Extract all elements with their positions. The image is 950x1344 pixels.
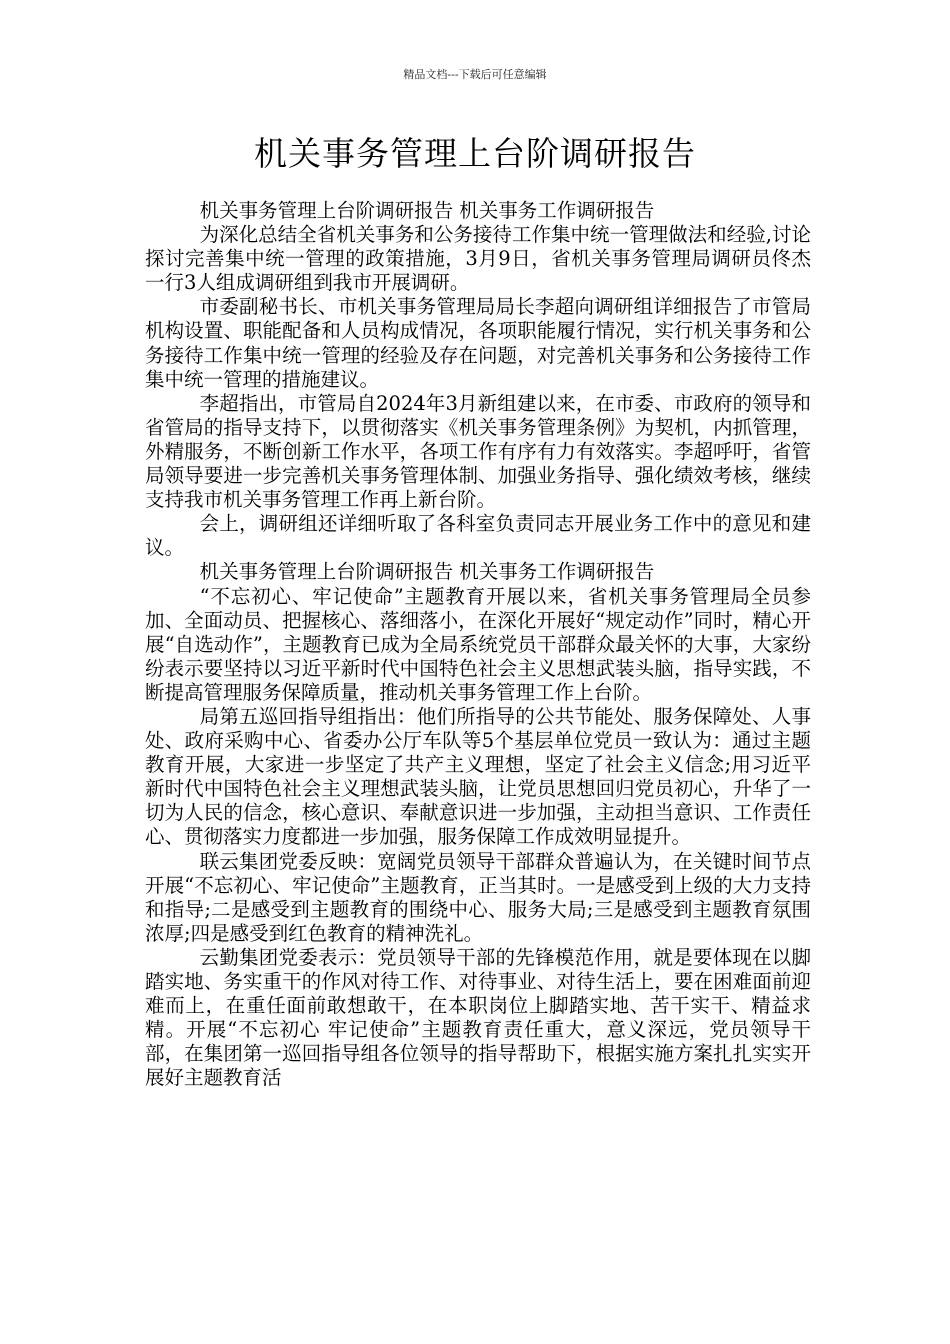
paragraph-yunqin: 云勤集团党委表示：党员领导干部的先锋模范作用，就是要体现在以脚踏实地、务实重干的作风对待工作、对待事业、对待生活上，要在困难面前迎难而上，在重任面前敢想敢干，在本职岗位上脚踏实地、苦干实干、精益求精。开展“不忘初心 牢记使命”主题教育责任重大，意义深远，党员领导干部，在集团第一巡回指导组各位领导的指导帮助下，根据实施方案扎扎实实开展好主题教育活 [145, 945, 811, 1090]
paragraph-fifth-group: 局第五巡回指导组指出：他们所指导的公共节能处、服务保障处、人事处、政府采购中心、省委办公厅车队等5个基层单位党员一致认为：通过主题教育开展，大家进一步坚定了共产主义理想，坚定了社会主义信念;用习近平新时代中国特色社会主义理想武装头脑，让党员思想回归党员初心，升华了一切为人民的信念，核心意识、奉献意识进一步加强，主动担当意识、工作责任心、贯彻落实力度都进一步加强，服务保障工作成效明显提升。 [145, 704, 811, 849]
paragraph-theme-education: “不忘初心、牢记使命”主题教育开展以来，省机关事务管理局全员参加、全面动员、把握核心、落细落小，在深化开展好“规定动作”同时，精心开展“自选动作”，主题教育已成为全局系统党员干部群众最关怀的大事，大家纷纷表示要坚持以习近平新时代中国特色社会主义思想武装头脑，指导实践，不断提高管理服务保障质量，推动机关事务管理工作上台阶。 [145, 584, 811, 704]
paragraph-subtitle-1: 机关事务管理上台阶调研报告 机关事务工作调研报告 [199, 199, 655, 222]
paragraph-meeting: 会上，调研组还详细听取了各科室负责同志开展业务工作中的意见和建议。 [145, 512, 811, 560]
document-title: 机关事务管理上台阶调研报告 [254, 134, 696, 173]
paragraph-report: 市委副秘书长、市机关事务管理局局长李超向调研组详细报告了市管局机构设置、职能配备和人员构成情况，各项职能履行情况，实行机关事务和公务接待工作集中统一管理的经验及存在问题，对完善机关事务和公务接待工作集中统一管理的措施建议。 [145, 295, 811, 391]
paragraph-lichao: 李超指出，市管局自2024年3月新组建以来，在市委、市政府的领导和省管局的指导支持下，以贯彻落实《机关事务管理条例》为契机，内抓管理，外精服务，不断创新工作水平，各项工作有序有力有效落实。李超呼吁，省管局领导要进一步完善机关事务管理体制、加强业务指导、强化绩效考核，继续支持我市机关事务管理工作再上新台阶。 [145, 391, 811, 512]
document-body [145, 199, 811, 1090]
paragraph-intro: 为深化总结全省机关事务和公务接待工作集中统一管理做法和经验,讨论探讨完善集中统一管理的政策措施，3月9日，省机关事务管理局调研员佟杰一行3人组成调研组到我市开展调研。 [145, 223, 811, 295]
paragraph-subtitle-2: 机关事务管理上台阶调研报告 机关事务工作调研报告 [199, 560, 655, 584]
paragraph-lianyun: 联云集团党委反映：宽阔党员领导干部群众普遍认为，在关键时间节点开展“不忘初心、牢记使命”主题教育，正当其时。一是感受到上级的大力支持和指导;二是感受到主题教育的围绕中心、服务大局;三是感受到主题教育氛围浓厚;四是感受到红色教育的精神洗礼。 [145, 849, 811, 945]
header-note: 精品文档---下载后可任意编辑 [403, 68, 547, 81]
